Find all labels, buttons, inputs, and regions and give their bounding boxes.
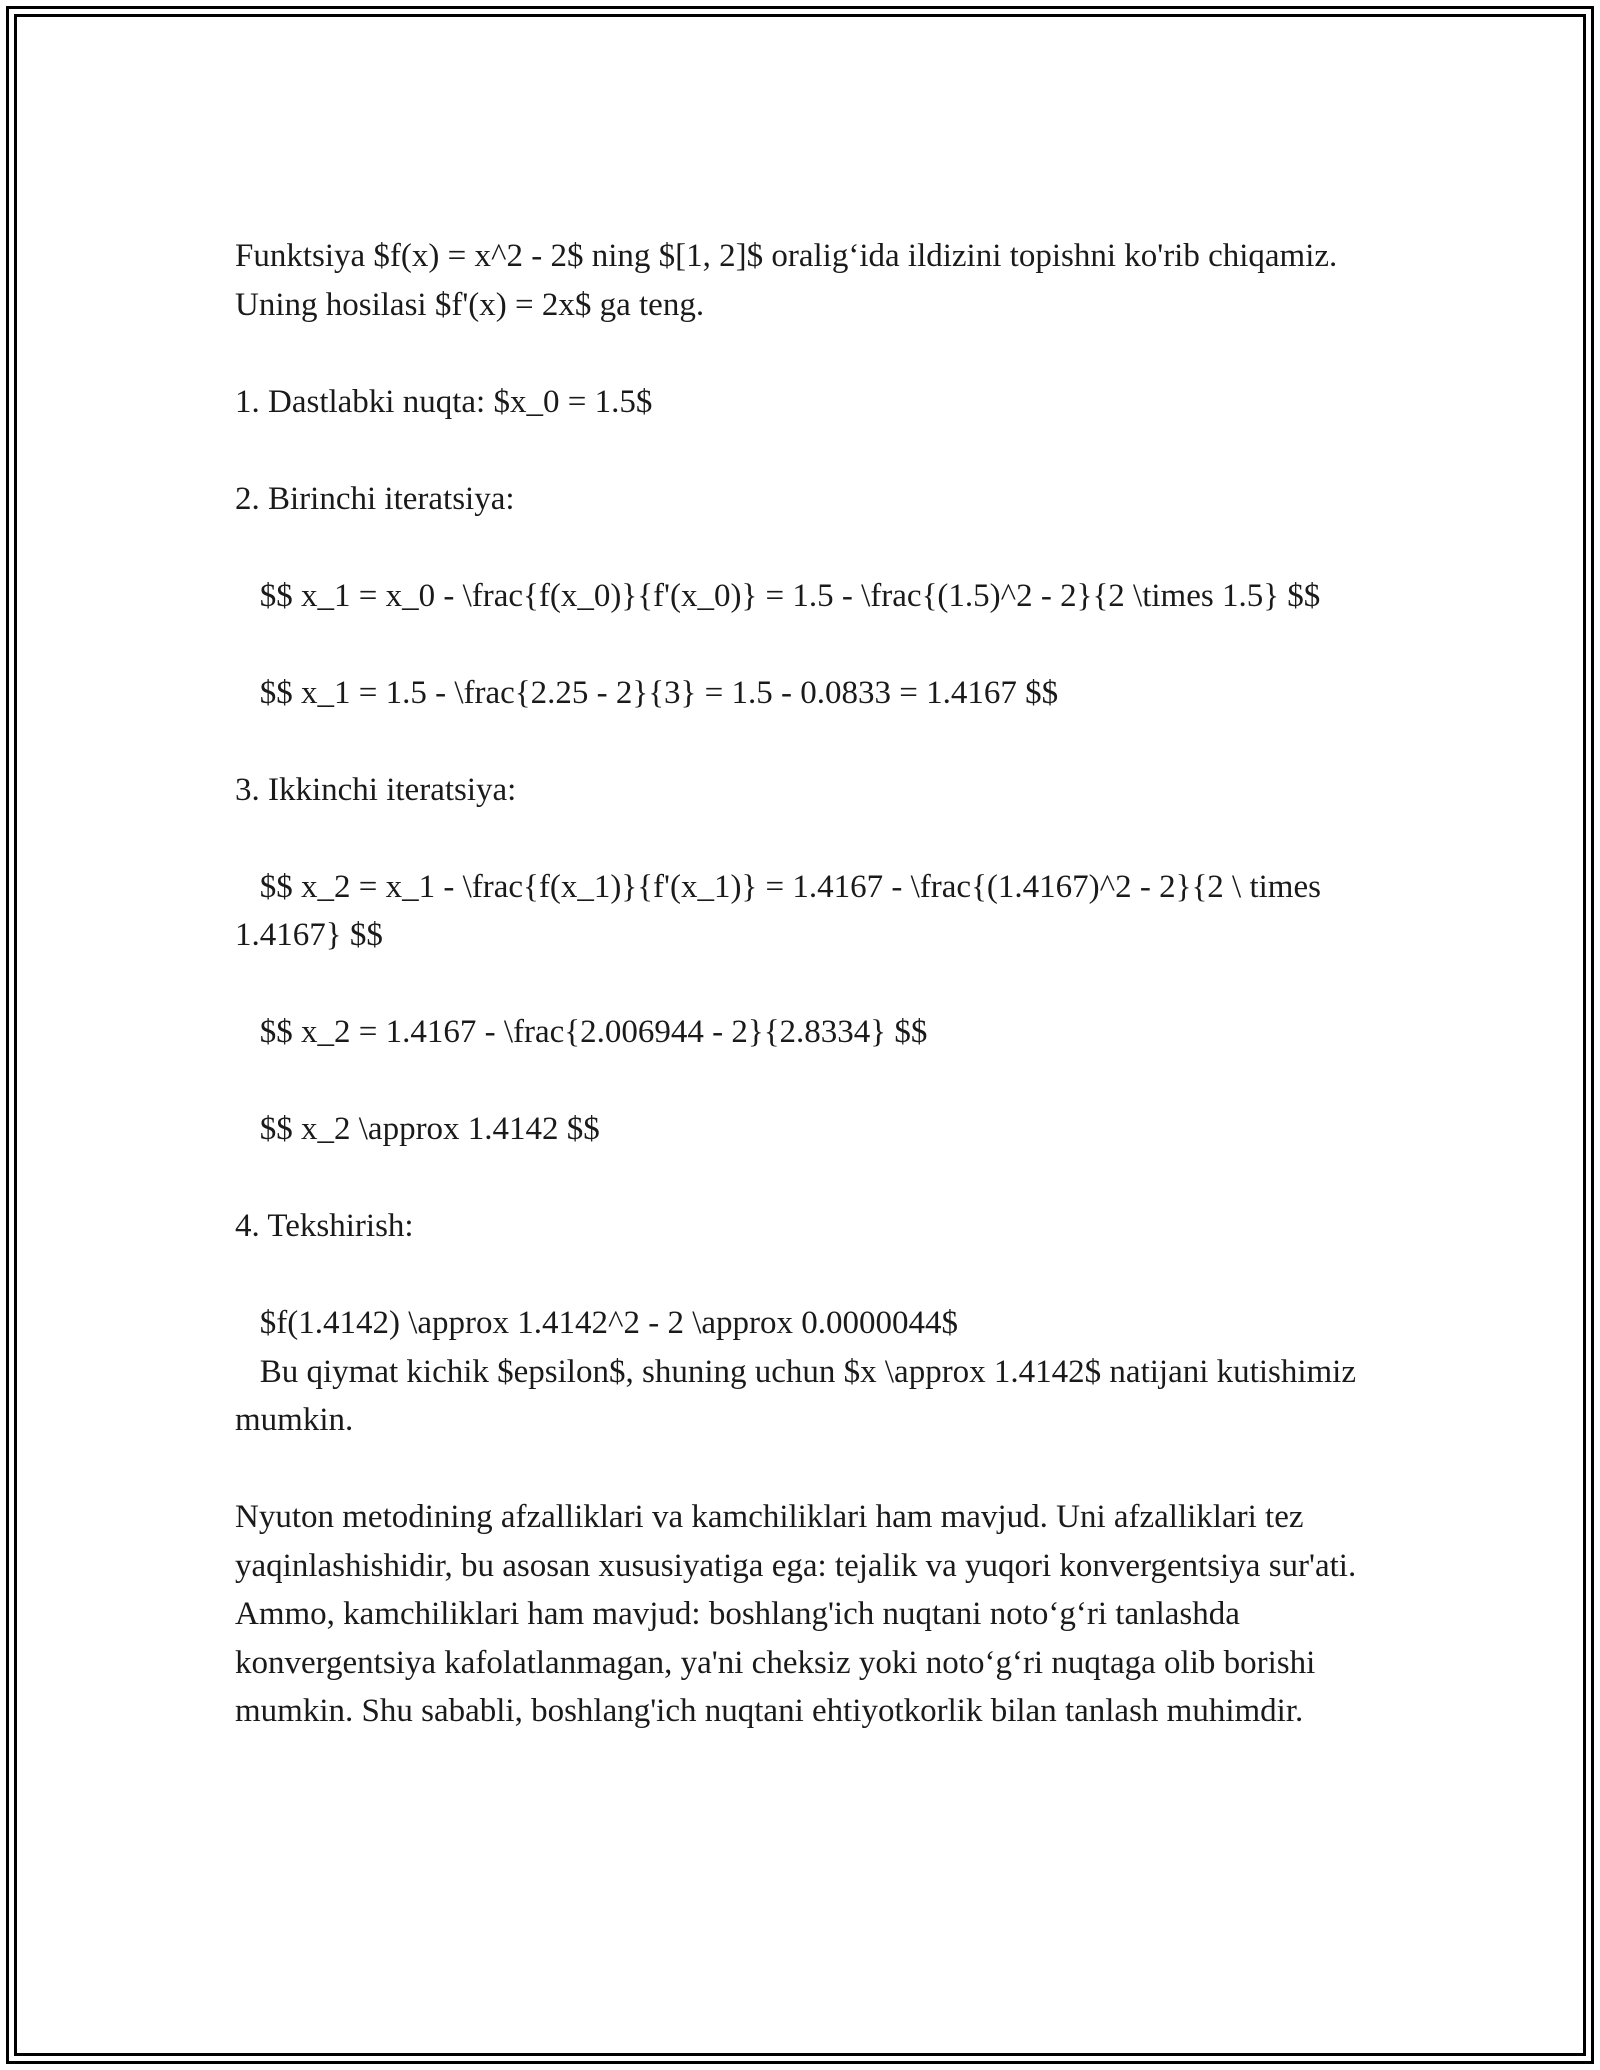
step-3-formula-1: $$ x_2 = x_1 - \frac{f(x_1)}{f'(x_1)} = 1.4167 - \frac{(1.4167)^2 - 2}{2 \ times 1.4167} $$ xyxy=(235,868,1330,953)
step-3-heading: 3. Ikkinchi iteratsiya: xyxy=(235,771,517,808)
closing-paragraph: Nyuton metodining afzalliklari va kamchiliklari ham mavjud. Uni afzalliklari tez yaqinlashishidir, bu asosan xususiyatiga ega: tejalik va yuqori konvergentsiya sur'ati. Ammo, kamchiliklari ham mavjud: boshlang'ich nuqtani noto‘g‘ri tanlashda konvergentsiya kafolatlanmagan, ya'ni cheksiz yoki noto‘g‘ri nuqtaga olib borishi mumkin. Shu sababli, boshlang'ich nuqtani ehtiyotkorlik bilan tanlash muhimdir. xyxy=(235,1499,1363,1729)
document-body xyxy=(235,232,1365,1736)
step-2-formula-1: $$ x_1 = x_0 - \frac{f(x_0)}{f'(x_0)} = 1.5 - \frac{(1.5)^2 - 2}{2 \times 1.5} $$ xyxy=(235,577,1321,614)
step-3-formula-3: $$ x_2 \approx 1.4142 $$ xyxy=(235,1111,600,1147)
step-1-initial-point: 1. Dastlabki nuqta: $x_0 = 1.5$ xyxy=(235,383,653,420)
step-4-check-formula: $f(1.4142) \approx 1.4142^2 - 2 \approx 0.0000044$ xyxy=(235,1305,959,1341)
intro-paragraph: Funktsiya $f(x) = x^2 - 2$ ning $[1, 2]$ oralig‘ida ildizini topishni ko'rib chiqamiz. Uning hosilasi $f'(x) = 2x$ ga teng. xyxy=(235,238,1346,323)
step-3-formula-2: $$ x_2 = 1.4167 - \frac{2.006944 - 2}{2.8334} $$ xyxy=(235,1014,928,1050)
step-2-heading: 2. Birinchi iteratsiya: xyxy=(235,480,515,517)
step-4-heading: 4. Tekshirish: xyxy=(235,1208,414,1244)
step-4-conclusion: Bu qiymat kichik $epsilon$, shuning uchun $x \approx 1.4142$ natijani kutishimiz mumkin. xyxy=(235,1353,1365,1438)
step-2-formula-2: $$ x_1 = 1.5 - \frac{2.25 - 2}{3} = 1.5 - 0.0833 = 1.4167 $$ xyxy=(235,674,1059,711)
